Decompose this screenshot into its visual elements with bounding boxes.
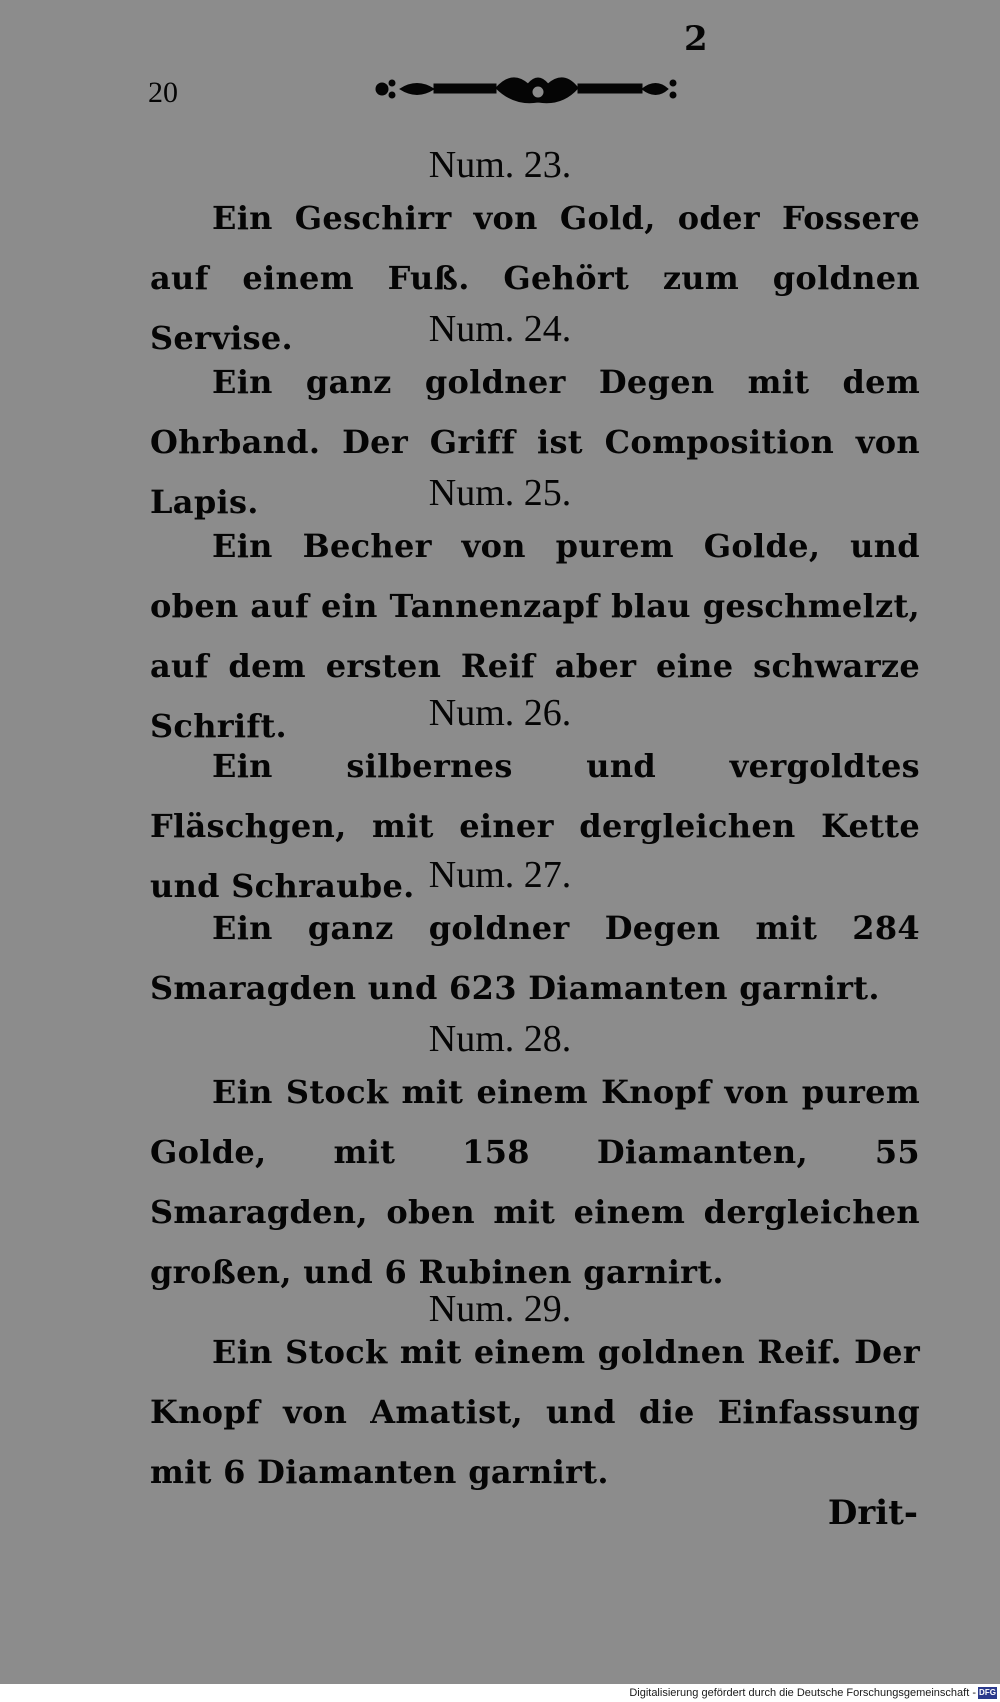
catchword: Drit- — [827, 1493, 918, 1533]
entry-text: Ein Stock mit einem goldnen Reif. Der Knopf von Amatist, und die Einfassung mit 6 Diamanten garnirt. — [150, 1333, 920, 1491]
entry-heading: Num. 25. — [428, 472, 572, 514]
entry-text: Ein Stock mit einem Knopf von purem Golde, mit 158 Diamanten, 55 Smaragden, oben mit einem dergleichen großen, und 6 Rubinen garnirt. — [150, 1073, 920, 1291]
entry-heading: Num. 27. — [428, 854, 572, 896]
entry-heading: Num. 26. — [428, 692, 572, 734]
page-number: 20 — [148, 76, 178, 109]
entry-heading: Num. 29. — [428, 1288, 572, 1330]
footer-bar — [0, 1684, 1000, 1702]
entry-text: Ein Geschirr von Gold, oder Fossere auf einem Fuß. Gehört zum goldnen Servise. — [150, 199, 920, 357]
footer-credit: Digitalisierung gefördert durch die Deutsche Forschungsgemeinschaft - — [629, 1687, 976, 1699]
entry-heading: Num. 28. — [428, 1018, 572, 1060]
entry-heading: Num. 24. — [428, 308, 572, 350]
entry-heading: Num. 23. — [428, 144, 572, 186]
corner-mark: 2 — [684, 19, 708, 59]
entry-text: Ein ganz goldner Degen mit 284 Smaragden und 623 Diamanten garnirt. — [150, 909, 920, 1007]
entry-text: Ein silbernes und vergoldtes Fläschgen, mit einer dergleichen Kette und Schraube. — [150, 747, 920, 905]
dfg-logo: DFG — [979, 1688, 996, 1697]
entry-text: Ein ganz goldner Degen mit dem Ohrband. Der Griff ist Composition von Lapis. — [150, 363, 920, 521]
entry-text: Ein Becher von purem Golde, und oben auf ein Tannenzapf blau geschmelzt, auf dem ersten Reif aber eine schwarze Schrift. — [150, 527, 920, 745]
ornament-divider — [372, 66, 682, 112]
